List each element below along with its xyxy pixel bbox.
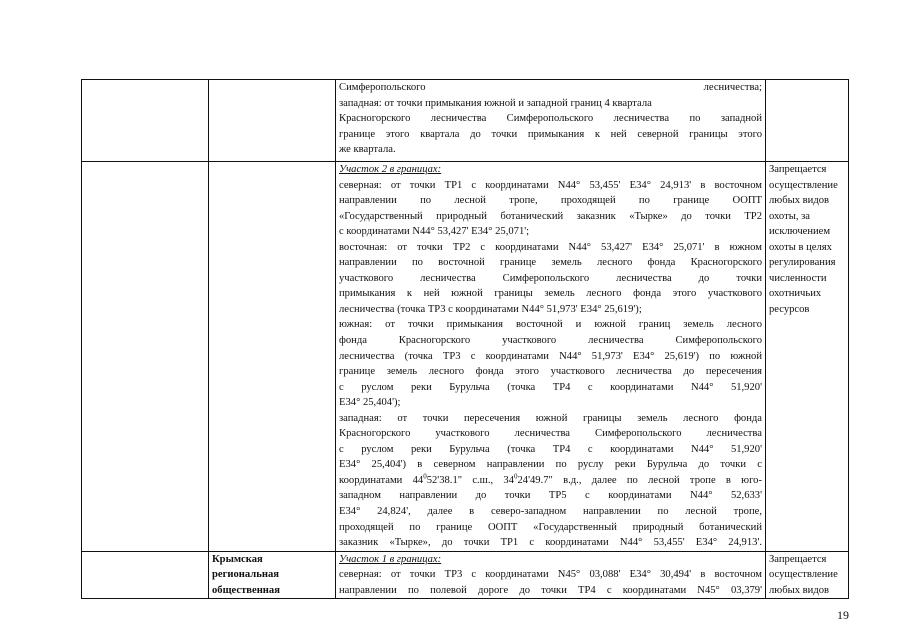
table-row bbox=[82, 162, 849, 552]
text-line: охоты, за bbox=[769, 210, 811, 222]
text-line: любых видов bbox=[769, 584, 830, 596]
text-line: E34° 24,824', далее в северо-западном направлении по лесной тропе, bbox=[339, 506, 762, 518]
text-line: северная: от точки ТР3 с координатами N45° 03,088' E34° 30,494' в восточном bbox=[339, 569, 762, 581]
boundary-text bbox=[339, 178, 762, 551]
text-line: E34° 25,404') в северном направлении по руслу реки Бурульча до точки с bbox=[339, 459, 762, 471]
text-line: исключением bbox=[769, 226, 831, 238]
restriction-cell bbox=[766, 551, 849, 599]
text-line: Крымская bbox=[212, 553, 263, 565]
text-line: осуществление bbox=[769, 179, 838, 191]
section-title: Участок 2 в границах: bbox=[339, 164, 442, 175]
text-line: лесничества (точка ТР3 с координатами N44° 51,973' E34° 25,619') по южной bbox=[339, 350, 762, 362]
text-line: проходящей по границе ООПТ «Государственный природный ботанический bbox=[339, 521, 762, 533]
text-line: западная: от точки примыкания южной и западной границ 4 квартала bbox=[339, 97, 652, 109]
restriction-cell bbox=[766, 162, 849, 552]
text-line: восточная: от точки ТР2 с координатами N44° 53,427' E34° 25,071' в южном bbox=[339, 241, 762, 253]
restriction-text bbox=[769, 552, 845, 599]
text-line: заказник «Тырке», до точки ТР1 с координатами N44° 53,455' E34° 24,913'. bbox=[339, 537, 762, 549]
boundary-text bbox=[339, 567, 762, 598]
text-line: фонда Красногорского участкового лесничества Симферопольского bbox=[339, 335, 762, 347]
text-line: «Государственный природный ботанический заказник «Тырке» до точки ТР2 bbox=[339, 210, 762, 222]
text-line: западном направлении до точки ТР5 с координатами N44° 52,633' bbox=[339, 490, 762, 502]
text-line: северная: от точки ТР1 с координатами N44° 53,455' E34° 24,913' в восточном bbox=[339, 179, 762, 191]
text-line: осуществление bbox=[769, 569, 838, 581]
table-cell bbox=[209, 162, 336, 552]
table-cell bbox=[766, 80, 849, 162]
organization-name bbox=[212, 552, 332, 599]
restriction-text bbox=[769, 162, 845, 317]
text-line: охотничьих bbox=[769, 288, 822, 300]
table-cell bbox=[82, 80, 209, 162]
text-line: ресурсов bbox=[769, 303, 810, 315]
table-cell bbox=[82, 551, 209, 599]
boundary-description-cell bbox=[336, 551, 766, 599]
table-cell bbox=[82, 162, 209, 552]
text-line: лесничества (точка ТР3 с координатами N44° 51,973' E34° 25,619'); bbox=[339, 303, 642, 315]
text-line: Запрещается bbox=[769, 553, 827, 565]
text-line: южная: от точки примыкания восточной и южной границ земель лесного bbox=[339, 319, 762, 331]
text-line: региональная bbox=[212, 569, 279, 581]
text-line: направлении по восточной границе земель лесного фонда Красногорского bbox=[339, 257, 762, 269]
boundary-text bbox=[339, 80, 762, 158]
text-line: охоты в целях bbox=[769, 241, 832, 253]
text-line: с координатами N44° 53,427' E34° 25,071'; bbox=[339, 226, 530, 238]
text-line: с руслом реки Бурульча (точка ТР4 с координатами N44° 51,920' bbox=[339, 381, 762, 393]
text-line: Красногорского участкового лесничества Симферопольского лесничества bbox=[339, 428, 762, 440]
table-row bbox=[82, 80, 849, 162]
text-line: направлении по лесной тропе, проходящей по границе ООПТ bbox=[339, 195, 762, 207]
table-cell bbox=[209, 80, 336, 162]
text-line: E34° 25,404'); bbox=[339, 397, 401, 409]
text-line: участкового лесничества Симферопольского лесничества до точки bbox=[339, 272, 762, 284]
text-line: численности bbox=[769, 272, 827, 284]
text-line: любых видов bbox=[769, 195, 830, 207]
text-line: регулирования bbox=[769, 257, 836, 269]
text-line: границе этого квартала до точки примыкания к ней северной границы этого bbox=[339, 128, 762, 140]
section-title: Участок 1 в границах: bbox=[339, 553, 442, 565]
text-line: Симферопольского лесничества; bbox=[339, 82, 762, 93]
table-row bbox=[82, 551, 849, 599]
text-line: с руслом реки Бурульча (точка ТР4 с координатами N44° 51,920' bbox=[339, 443, 762, 455]
text-line: общественная bbox=[212, 584, 280, 596]
hunting-areas-table bbox=[81, 79, 849, 599]
organization-cell bbox=[209, 551, 336, 599]
text-line: примыкания к ней южной границы земель лесного фонда этого участкового bbox=[339, 288, 762, 300]
text-line: Запрещается bbox=[769, 164, 827, 175]
text-line: Красногорского лесничества Симферопольского лесничества по западной bbox=[339, 113, 762, 125]
text-line: координатами $44^052'38.1$" с.ш., $34^024'49.7$" в.д., далее по лесной тропе в юго- bbox=[339, 472, 762, 486]
boundary-description-cell bbox=[336, 80, 766, 162]
text-line: направлении по полевой дороге до точки ТР4 с координатами N45° 03,379' bbox=[339, 584, 762, 596]
boundary-description-cell bbox=[336, 162, 766, 552]
text-line: границе земель лесного фонда этого участкового лесничества до пересечения bbox=[339, 366, 762, 378]
page-number: 19 bbox=[837, 608, 849, 622]
text-line: западная: от точки пересечения южной границы земель лесного фонда bbox=[339, 412, 762, 424]
text-line: же квартала. bbox=[339, 144, 396, 156]
